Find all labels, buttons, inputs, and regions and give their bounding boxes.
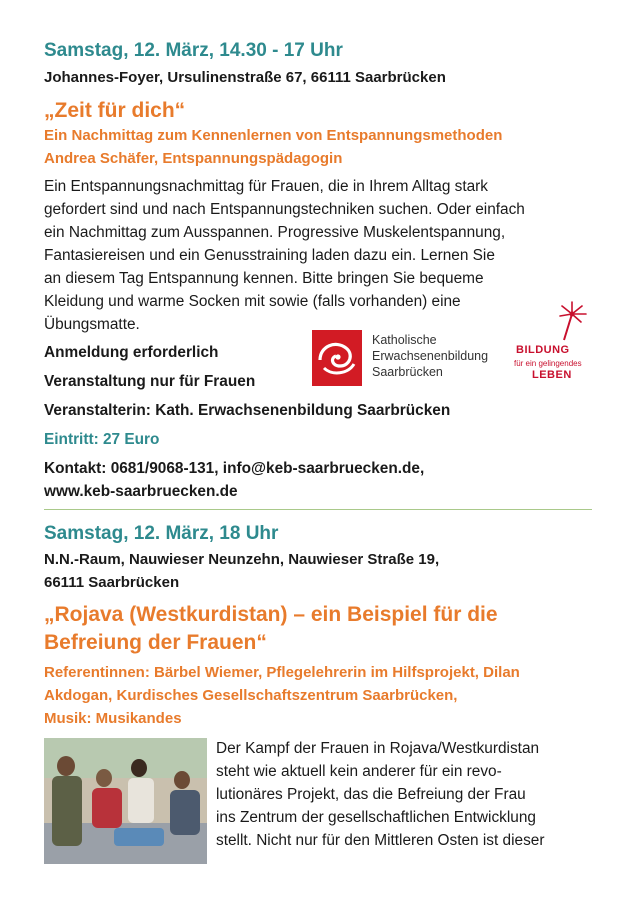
event2-subtitle-line3: Musik: Musikandes <box>44 710 182 727</box>
event1-contact-line2: www.keb-saarbruecken.de <box>44 483 238 500</box>
event2-title-line2: Befreiung der Frauen“ <box>44 631 267 654</box>
event2-body-line2: steht wie aktuell kein anderer für ein revo- <box>216 763 502 780</box>
event1-body-line4: Fantasiereisen und ein Genusstraining laden dazu ein. Lernen Sie <box>44 247 495 264</box>
event1-registration: Anmeldung erforderlich <box>44 344 219 361</box>
bildung-logo-text3: LEBEN <box>532 369 572 381</box>
event2-subtitle-line1: Referentinnen: Bärbel Wiemer, Pflegelehrerin im Hilfsprojekt, Dilan <box>44 664 520 681</box>
keb-logo <box>312 330 502 390</box>
event2-date: Samstag, 12. März, 18 Uhr <box>44 523 279 544</box>
bildung-logo-text1: BILDUNG <box>516 344 570 356</box>
event2-body-line1: Der Kampf der Frauen in Rojava/Westkurdistan <box>216 740 540 757</box>
event1-date: Samstag, 12. März, 14.30 - 17 Uhr <box>44 40 343 61</box>
keb-logo-text-line2: Erwachsenenbildung <box>372 349 489 363</box>
event2-subtitle-line2: Akdogan, Kurdisches Gesellschaftszentrum Saarbrücken, <box>44 687 458 704</box>
event1-body-line1: Ein Entspannungsnachmittag für Frauen, die in Ihrem Alltag stark <box>44 178 489 195</box>
event2-body-line5: stellt. Nicht nur für den Mittleren Osten ist dieser <box>216 832 545 849</box>
event1-subtitle-line1: Ein Nachmittag zum Kennenlernen von Entspannungsmethoden <box>44 127 503 144</box>
event2-venue-line1: N.N.-Raum, Nauwieser Neunzehn, Nauwieser Straße 19, <box>44 551 440 568</box>
dandelion-icon <box>550 300 590 342</box>
event1-organizer: Veranstalterin: Kath. Erwachsenenbildung Saarbrücken <box>44 402 451 419</box>
keb-logo-text-line1: Katholische <box>372 333 437 347</box>
event1-body-line7: Übungsmatte. <box>44 316 140 333</box>
event1-body-line6: Kleidung und warme Socken mit sowie (falls vorhanden) eine <box>44 293 461 310</box>
event1-body-line2: gefordert sind und nach Entspannungstechniken suchen. Oder einfach <box>44 201 525 218</box>
event1-contact-line1: Kontakt: 0681/9068-131, info@keb-saarbruecken.de, <box>44 460 425 477</box>
event1-subtitle-line2: Andrea Schäfer, Entspannungspädagogin <box>44 150 343 167</box>
section-divider <box>44 509 592 510</box>
event2-title-line1: „Rojava (Westkurdistan) – ein Beispiel für die <box>44 603 498 626</box>
event1-venue: Johannes-Foyer, Ursulinenstraße 67, 66111 Saarbrücken <box>44 69 446 86</box>
event1-admission: Eintritt: 27 Euro <box>44 431 160 448</box>
event2-body-line3: lutionäres Projekt, das die Befreiung der Frau <box>216 786 526 803</box>
keb-logo-mark <box>312 330 362 386</box>
event1-body-line3: ein Nachmittag zum Ausspannen. Progressive Muskelentspannung, <box>44 224 506 241</box>
bildung-logo-text2: für ein gelingendes <box>514 359 582 368</box>
event2-photo <box>44 738 207 864</box>
keb-logo-text-line3: Saarbrücken <box>372 365 443 379</box>
event1-body-line5: an diesem Tag Entspannung kennen. Bitte bringen Sie bequeme <box>44 270 484 287</box>
bildung-logo <box>510 300 600 390</box>
event2-venue-line2: 66111 Saarbrücken <box>44 574 180 591</box>
event1-title: „Zeit für dich“ <box>44 99 186 122</box>
event1-audience: Veranstaltung nur für Frauen <box>44 373 256 390</box>
event2-body-line4: ins Zentrum der gesellschaftlichen Entwicklung <box>216 809 536 826</box>
